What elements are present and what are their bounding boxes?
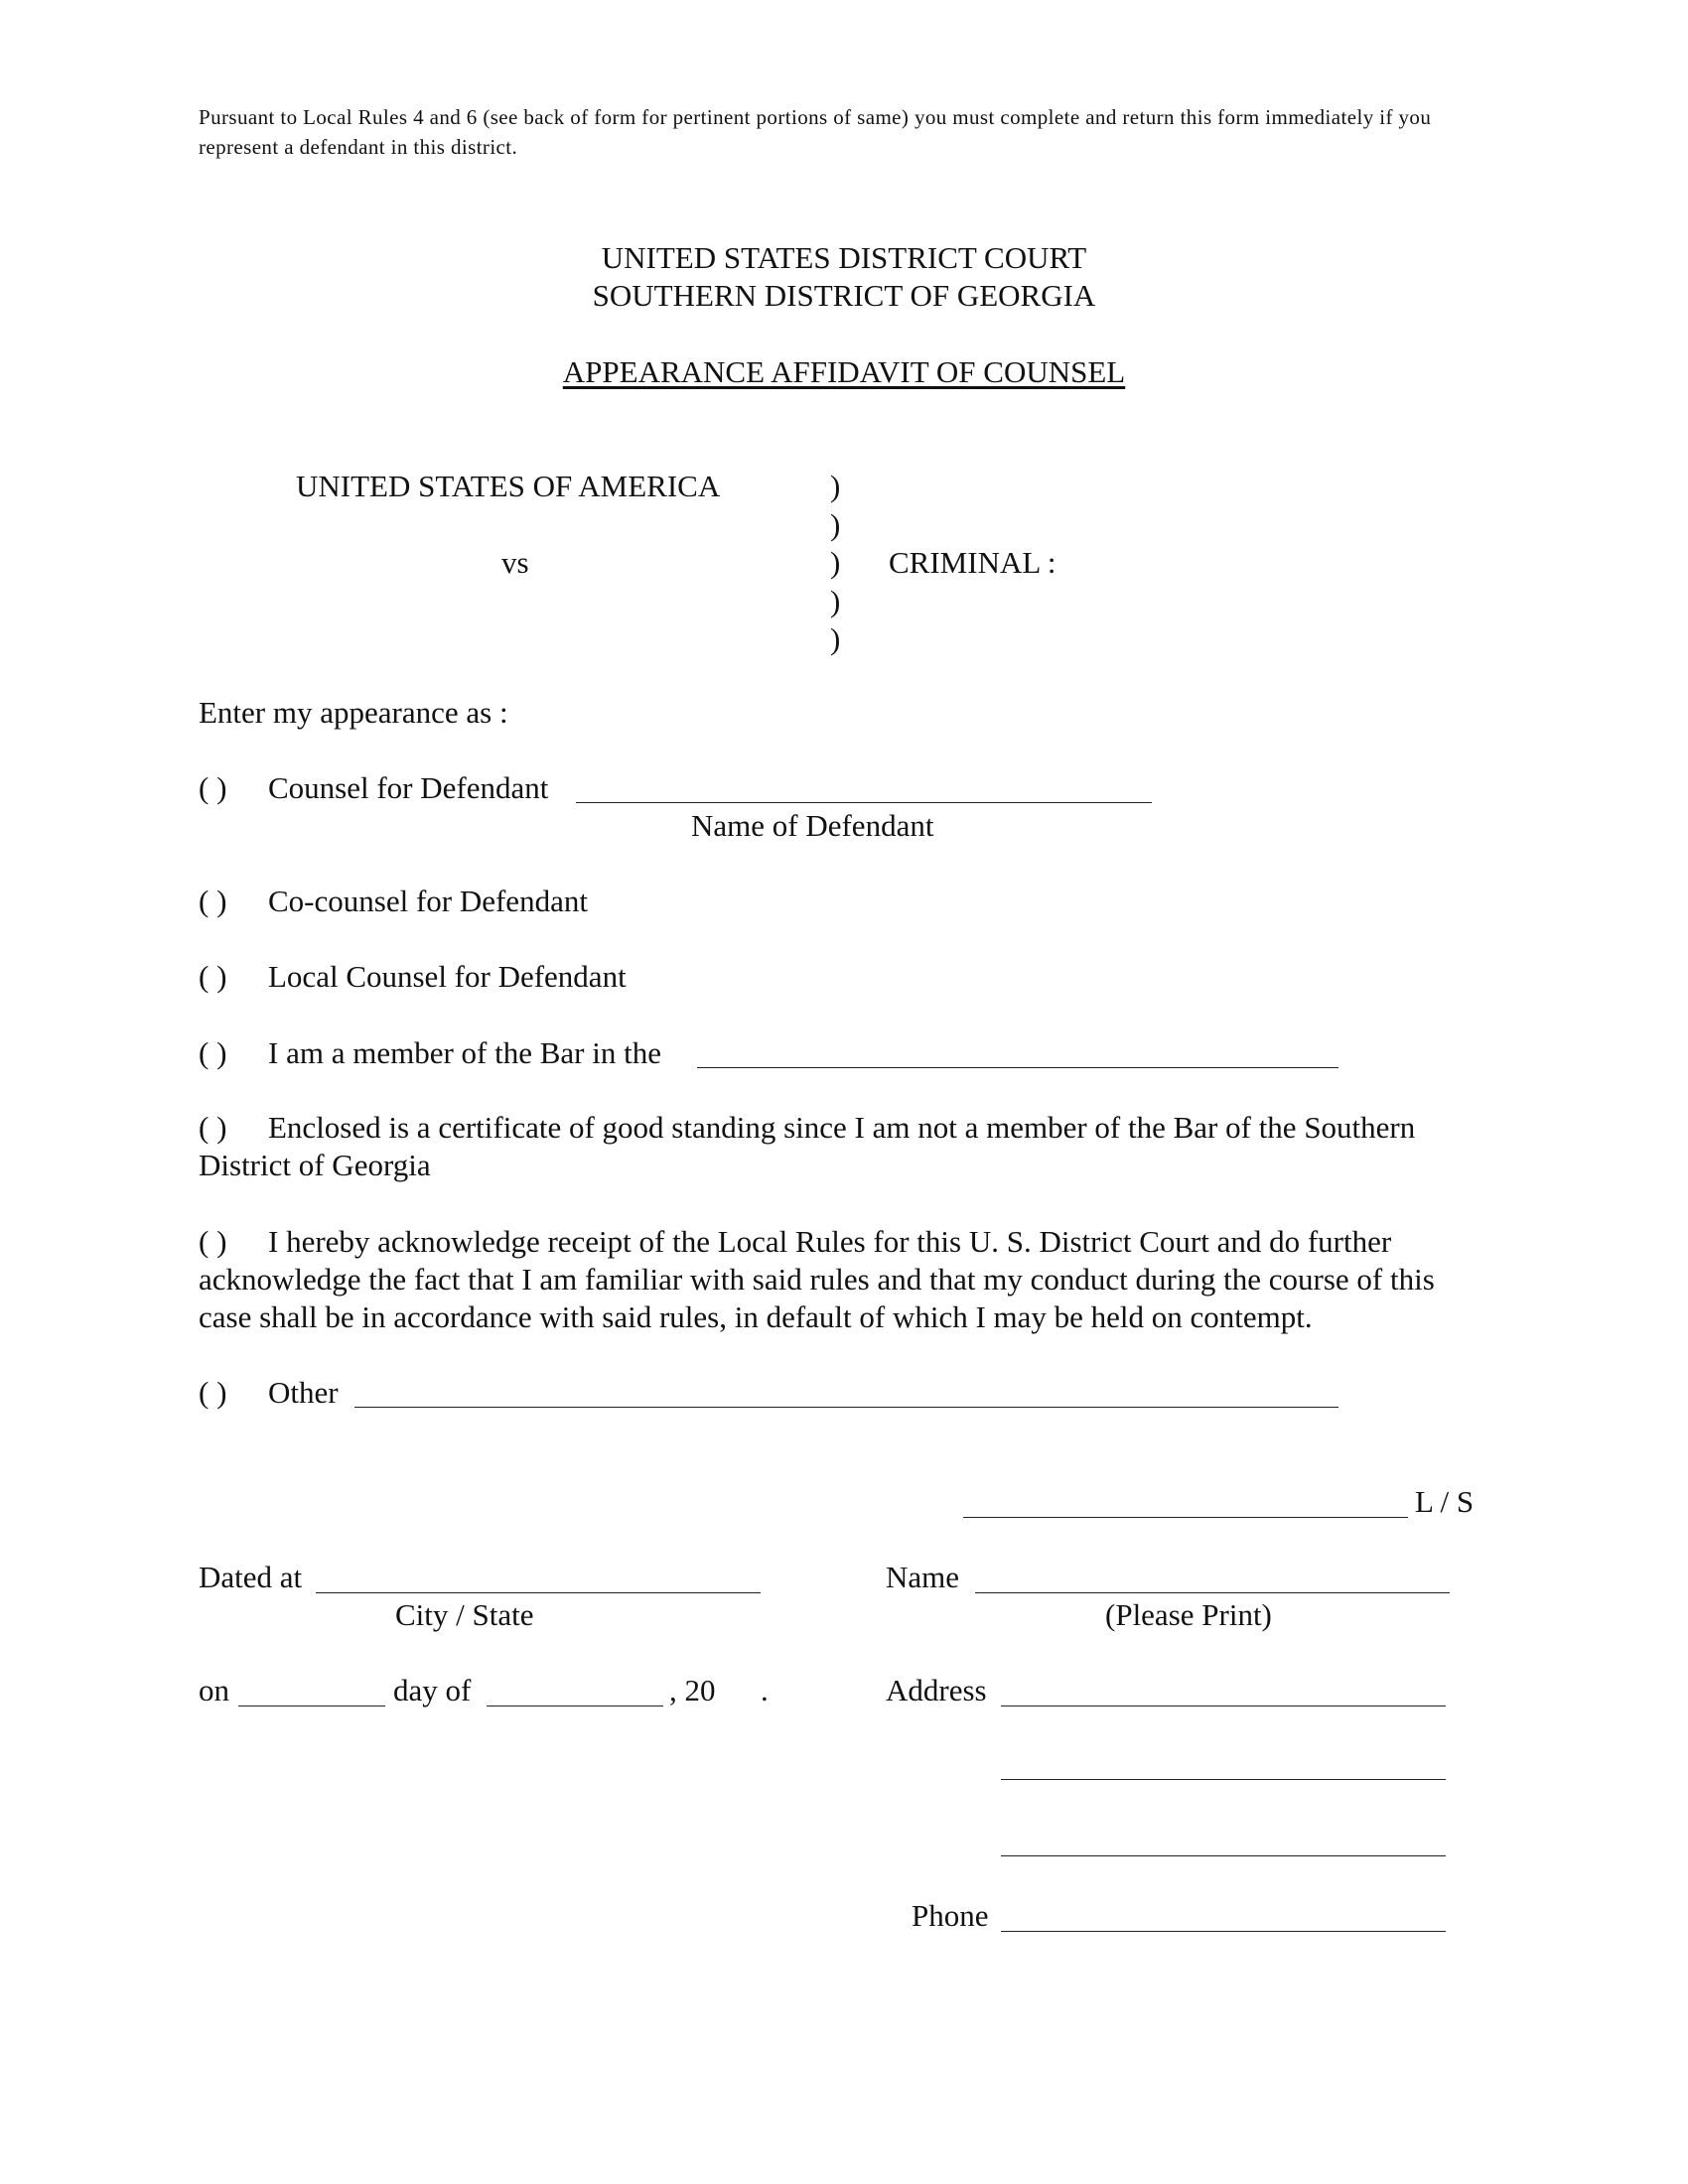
- name-line[interactable]: [975, 1592, 1450, 1593]
- day-of-label: day of: [393, 1673, 472, 1707]
- address-line-2[interactable]: [1001, 1779, 1446, 1780]
- checkbox-bar-member[interactable]: ( ): [199, 1035, 227, 1070]
- vs-label: vs: [501, 545, 529, 580]
- caption-paren: ): [830, 507, 841, 542]
- checkbox-other[interactable]: ( ): [199, 1375, 227, 1410]
- dated-at-line[interactable]: [316, 1592, 761, 1593]
- caption-paren: ): [830, 584, 841, 618]
- on-label: on: [199, 1673, 229, 1707]
- caption-paren: ): [830, 621, 841, 656]
- checkbox-acknowledge[interactable]: ( ): [199, 1224, 227, 1259]
- option-other-label: Other: [268, 1375, 339, 1410]
- other-line[interactable]: [354, 1407, 1338, 1408]
- notice-text: Pursuant to Local Rules 4 and 6 (see back of form for pertinent portions of same) you must complete and return this form immediately if you represent a defendant in this district.: [199, 105, 1432, 159]
- criminal-case-label: CRIMINAL :: [889, 545, 1056, 580]
- court-district: SOUTHERN DISTRICT OF GEORGIA: [592, 278, 1096, 313]
- ls-label: L / S: [1415, 1484, 1475, 1519]
- form-title: APPEARANCE AFFIDAVIT OF COUNSEL: [562, 354, 1126, 389]
- checkbox-local-counsel[interactable]: ( ): [199, 959, 227, 994]
- court-name: UNITED STATES DISTRICT COURT: [601, 240, 1087, 275]
- checkbox-counsel[interactable]: ( ): [199, 770, 227, 805]
- address-line-3[interactable]: [1001, 1855, 1446, 1856]
- please-print-caption: (Please Print): [1105, 1597, 1272, 1632]
- date-period: .: [761, 1673, 769, 1707]
- option-counsel-label: Counsel for Defendant: [268, 770, 549, 805]
- name-of-defendant-caption: Name of Defendant: [691, 808, 934, 843]
- phone-line[interactable]: [1001, 1931, 1446, 1932]
- option-local-counsel-label: Local Counsel for Defendant: [268, 959, 627, 994]
- checkbox-cocounsel[interactable]: ( ): [199, 884, 227, 918]
- option-acknowledge-text: I hereby acknowledge receipt of the Local Rules for this U. S. District Court and do further acknowledge the fact that I am familiar with said rules and that my conduct during the course of this case shall be in accordance with said rules, in default of which I may be held on contempt.: [199, 1224, 1435, 1334]
- plaintiff-name: UNITED STATES OF AMERICA: [296, 469, 721, 503]
- year-prefix: , 20: [669, 1673, 716, 1707]
- dated-at-label: Dated at: [199, 1560, 303, 1594]
- option-bar-member-label: I am a member of the Bar in the: [268, 1035, 661, 1070]
- appearance-intro: Enter my appearance as :: [199, 695, 508, 730]
- phone-label: Phone: [912, 1898, 989, 1933]
- name-label: Name: [886, 1560, 960, 1594]
- address-label: Address: [886, 1673, 987, 1707]
- caption-paren: ): [830, 469, 841, 503]
- defendant-name-line[interactable]: [576, 802, 1152, 803]
- checkbox-certificate[interactable]: ( ): [199, 1110, 227, 1145]
- city-state-caption: City / State: [395, 1597, 534, 1632]
- bar-jurisdiction-line[interactable]: [697, 1067, 1338, 1068]
- option-certificate-text: Enclosed is a certificate of good standing since I am not a member of the Bar of the Southern District of Georgia: [199, 1110, 1416, 1182]
- signature-line[interactable]: [963, 1517, 1408, 1518]
- caption-paren: ): [830, 545, 841, 580]
- option-cocounsel-label: Co-counsel for Defendant: [268, 884, 588, 918]
